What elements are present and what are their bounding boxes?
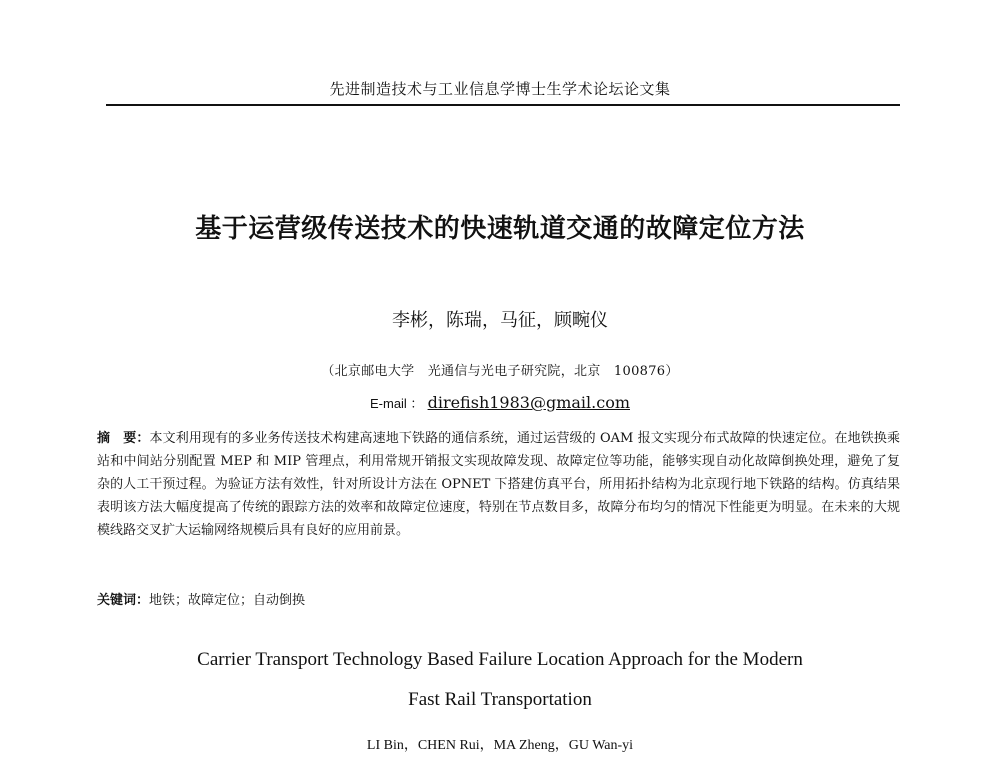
affiliation: （北京邮电大学 光通信与光电子研究院，北京 100876） bbox=[321, 364, 679, 379]
author-list: 李彬，陈瑞，马征，顾畹仪 bbox=[392, 310, 608, 331]
email-link[interactable]: direfish1983@gmail.com bbox=[427, 393, 630, 412]
english-author-list: LI Bin，CHEN Rui，MA Zheng，GU Wan-yi bbox=[366, 738, 634, 753]
keywords-label: 关键词： bbox=[97, 593, 150, 608]
email-line bbox=[0, 393, 1000, 412]
keywords bbox=[97, 589, 900, 612]
keywords-text: 地铁；故障定位；自动倒换 bbox=[149, 593, 306, 608]
abstract-text: 本文利用现有的多业务传送技术构建高速地下铁路的通信系统，通过运营级的 OAM 报文实现分布式故障的快速定位。在地铁换乘站和中间站分别配置 MEP 和 MIP 管理点，利用常规开销报文实现故障发现、故障定位等功能，能够实现自动化故障倒换处理，避免了复杂的人工干预过程。为验证方法有效性，针对所设计方法在 OPNET 下搭建仿真平台，所用拓扑结构为北京现行地下铁路的结构。仿真结果表明该方法大幅度提高了传统的跟踪方法的效率和故障定位速度，特别在节点数目多，故障分布均匀的情况下性能更为明显。在未来的大规模线路交叉扩大运输网络规模后具有良好的应用前景。 bbox=[97, 431, 900, 538]
english-title-line-1: Carrier Transport Technology Based Failure Location Approach for the Modern bbox=[197, 649, 803, 670]
english-title-line-2: Fast Rail Transportation bbox=[408, 689, 592, 710]
header-rule bbox=[106, 104, 900, 106]
abstract-label: 摘 要： bbox=[97, 431, 150, 446]
paper-title: 基于运营级传送技术的快速轨道交通的故障定位方法 bbox=[195, 214, 805, 244]
running-header: 先进制造技术与工业信息学博士生学术论坛论文集 bbox=[329, 80, 671, 98]
email-label: E-mail ： bbox=[369, 396, 424, 411]
abstract bbox=[97, 427, 900, 542]
